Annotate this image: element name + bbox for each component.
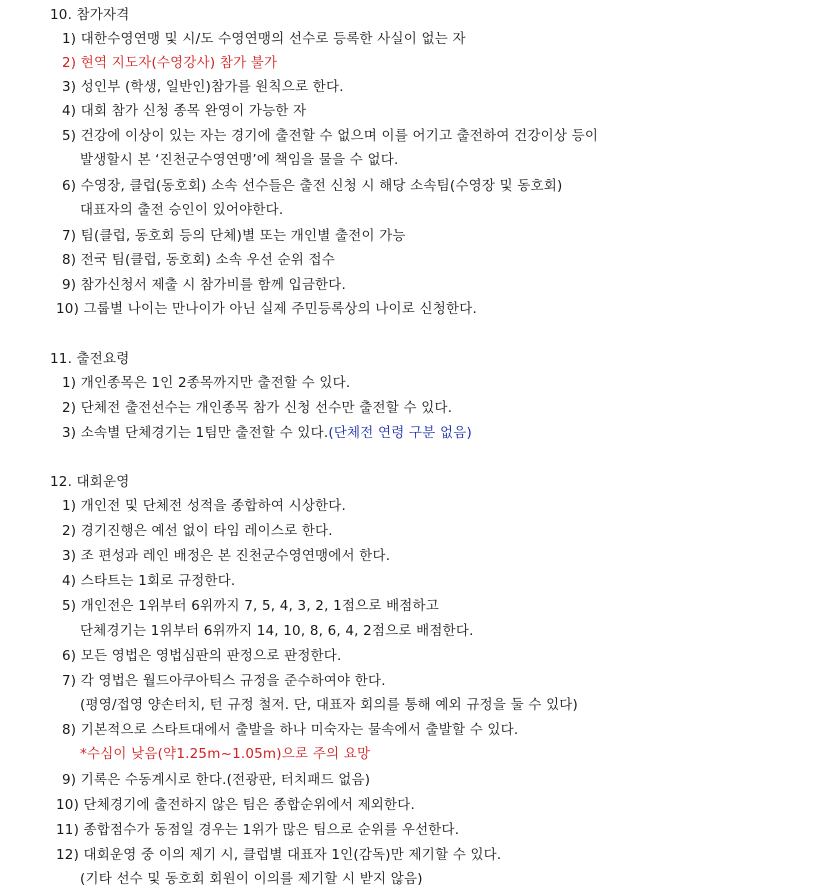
section-10-item-9: 9) 참가신청서 제출 시 참가비를 함께 입금한다. [62,277,347,293]
section-12-item-8-warning: *수심이 낮음(약1.25m~1.05m)으로 주의 요망 [80,746,371,762]
section-12-item-5-continued: 단체경기는 1위부터 6위까지 14, 10, 8, 6, 4, 2점으로 배점한다. [80,623,474,639]
section-10-item-6: 6) 수영장, 클럽(동호회) 소속 선수들은 출전 신청 시 해당 소속팀(수영장 및 동호회) [62,178,563,194]
section-10-item-10: 10) 그룹별 나이는 만나이가 아닌 실제 주민등록상의 나이로 신청한다. [56,301,477,317]
section-12-heading: 12. 대회운영 [50,474,130,490]
section-10-item-4: 4) 대회 참가 신청 종목 완영이 가능한 자 [62,103,307,119]
section-10-item-7: 7) 팀(클럽, 동호회 등의 단체)별 또는 개인별 출전이 가능 [62,228,406,244]
section-11-item-3 [62,423,472,443]
section-11-item-1: 1) 개인종목은 1인 2종목까지만 출전할 수 있다. [62,375,351,391]
section-10-heading: 10. 참가자격 [50,7,130,23]
section-11-item-3-text: 3) 소속별 단체경기는 1팀만 출전할 수 있다. [62,425,329,441]
section-10-item-1: 1) 대한수영연맹 및 시/도 수영연맹의 선수로 등록한 사실이 없는 자 [62,31,466,47]
section-10-item-2: 2) 현역 지도자(수영강사) 참가 불가 [62,55,278,71]
section-12-item-9: 9) 기록은 수동계시로 한다.(전광판, 터치패드 없음) [62,772,371,788]
section-12-item-3: 3) 조 편성과 레인 배정은 본 진천군수영연맹에서 한다. [62,548,391,564]
section-10-item-6-continued: 대표자의 출전 승인이 있어야한다. [80,202,284,218]
section-12-item-1: 1) 개인전 및 단체전 성적을 종합하여 시상한다. [62,498,347,514]
section-12-item-4: 4) 스타트는 1회로 규정한다. [62,573,236,589]
section-12-item-12: 12) 대회운영 중 이의 제기 시, 클럽별 대표자 1인(감독)만 제기할 수 있다. [56,847,502,863]
section-12-item-11: 11) 종합점수가 동점일 경우는 1위가 많은 팀으로 순위를 우선한다. [56,822,460,838]
section-12-item-2: 2) 경기진행은 예선 없이 타임 레이스로 한다. [62,523,333,539]
section-10-item-5-continued: 발생할시 본 ‘진천군수영연맹’에 책임을 물을 수 없다. [80,152,399,168]
section-12-item-7: 7) 각 영법은 월드아쿠아틱스 규정을 준수하여야 한다. [62,673,386,689]
section-12-item-5: 5) 개인전은 1위부터 6위까지 7, 5, 4, 3, 2, 1점으로 배점하고 [62,598,440,614]
section-11-item-3-note: (단체전 연령 구분 없음) [328,425,472,441]
section-10-item-8: 8) 전국 팀(클럽, 동호회) 소속 우선 순위 접수 [62,252,335,268]
section-12-item-8: 8) 기본적으로 스타트대에서 출발을 하나 미숙자는 물속에서 출발할 수 있다. [62,722,519,738]
section-12-item-6: 6) 모든 영법은 영법심판의 판정으로 판정한다. [62,648,342,664]
section-10-item-5: 5) 건강에 이상이 있는 자는 경기에 출전할 수 없으며 이를 어기고 출전하여 건강이상 등이 [62,128,599,144]
section-10-item-3: 3) 성인부 (학생, 일반인)참가를 원칙으로 한다. [62,79,344,95]
section-12-item-7-continued: (평영/접영 양손터치, 턴 규정 철저. 단, 대표자 회의를 통해 예외 규정을 둘 수 있다) [80,697,579,713]
section-12-item-10: 10) 단체경기에 출전하지 않은 팀은 종합순위에서 제외한다. [56,797,416,813]
section-11-heading: 11. 출전요령 [50,351,130,367]
section-12-item-12-continued: (기타 선수 및 동호회 회원이 이의를 제기할 시 받지 않음) [80,871,423,887]
section-11-item-2: 2) 단체전 출전선수는 개인종목 참가 신청 선수만 출전할 수 있다. [62,400,453,416]
